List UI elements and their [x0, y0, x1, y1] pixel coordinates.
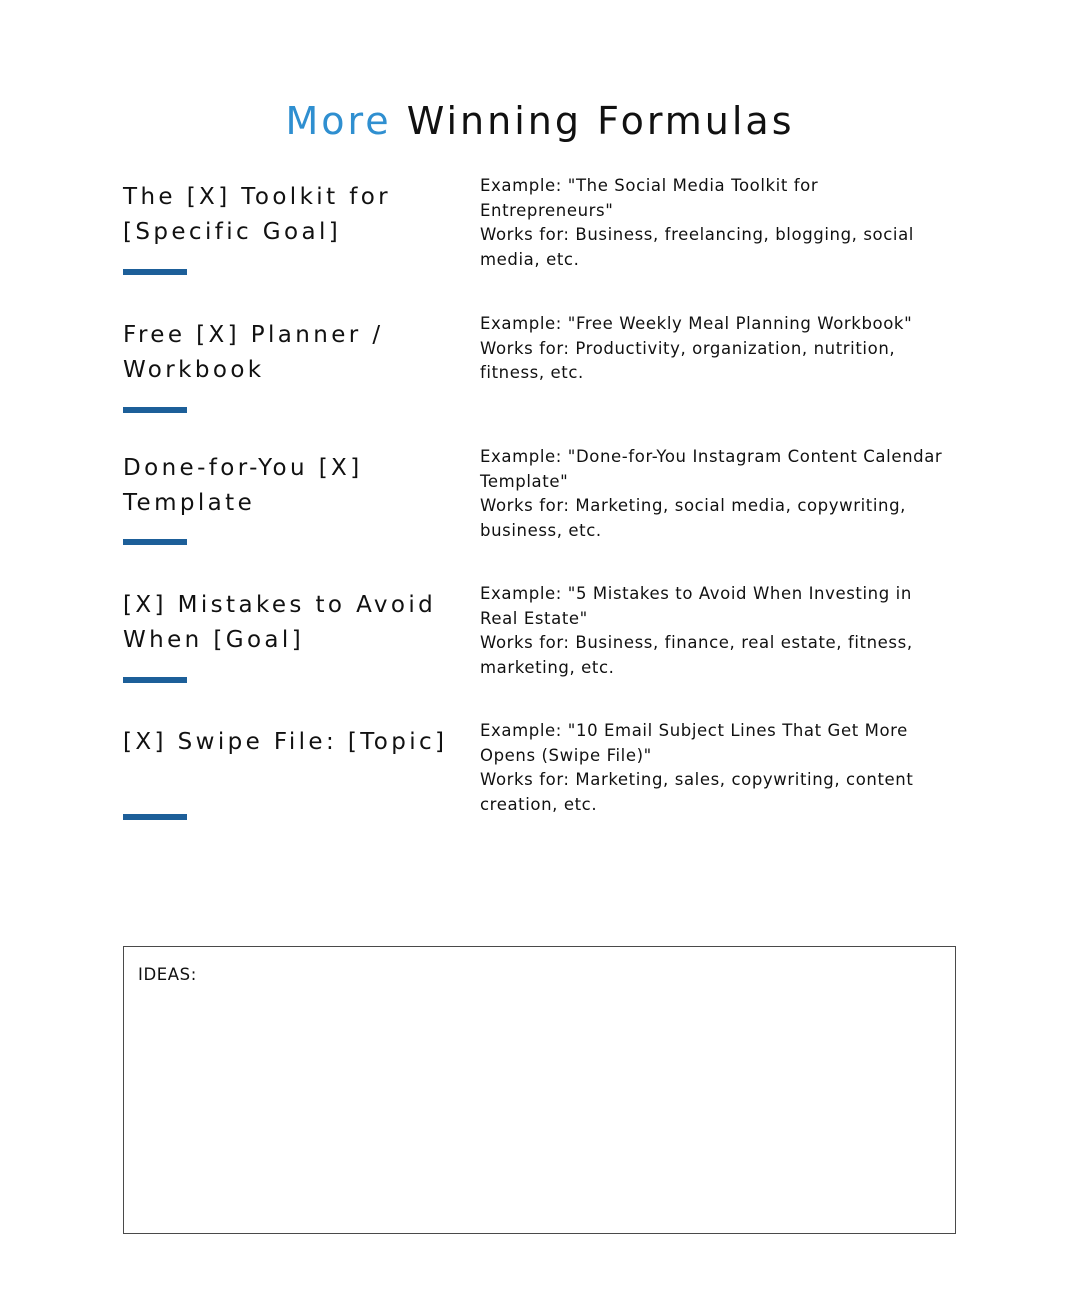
formula-example: Example: "Done-for-You Instagram Content Calendar Template": [480, 447, 943, 491]
formula-detail: [480, 719, 950, 818]
formula-detail: [480, 174, 950, 273]
formula-works-for: Works for: Business, finance, real estate, fitness, marketing, etc.: [480, 633, 913, 678]
formula-example: Example: "The Social Media Toolkit for Entrepreneurs": [480, 176, 819, 220]
formula-works-for: Works for: Marketing, social media, copywriting, business, etc.: [480, 496, 907, 541]
formula-name: [X] Mistakes to Avoid When [Goal]: [123, 592, 437, 653]
title-accent-word: More: [285, 99, 392, 144]
formula-example: Example: "5 Mistakes to Avoid When Investing in Real Estate": [480, 584, 912, 628]
formula-underline: [123, 677, 187, 683]
formula-detail: [480, 582, 950, 681]
ideas-box[interactable]: [123, 946, 956, 1234]
formula-name: Free [X] Planner / Workbook: [123, 322, 384, 383]
formula-detail: [480, 445, 950, 544]
title-rest: Winning Formulas: [406, 99, 795, 144]
page-title: [0, 95, 1080, 147]
formula-underline: [123, 814, 187, 820]
formula-name: The [X] Toolkit for [Specific Goal]: [123, 184, 392, 245]
formula-underline: [123, 269, 187, 275]
formula-example: Example: "10 Email Subject Lines That Get More Opens (Swipe File)": [480, 721, 908, 765]
formula-name: [X] Swipe File: [Topic]: [123, 729, 448, 755]
formula-works-for: Works for: Marketing, sales, copywriting, content creation, etc.: [480, 770, 914, 815]
formula-works-for: Works for: Productivity, organization, nutrition, fitness, etc.: [480, 338, 896, 383]
formula-underline: [123, 407, 187, 413]
formula-name: Done-for-You [X] Template: [123, 455, 363, 516]
formula-detail: [480, 312, 950, 386]
formula-works-for: Works for: Business, freelancing, blogging, social media, etc.: [480, 225, 914, 270]
formula-underline: [123, 539, 187, 545]
ideas-label: IDEAS:: [138, 965, 197, 984]
formula-example: Example: "Free Weekly Meal Planning Workbook": [480, 314, 913, 333]
